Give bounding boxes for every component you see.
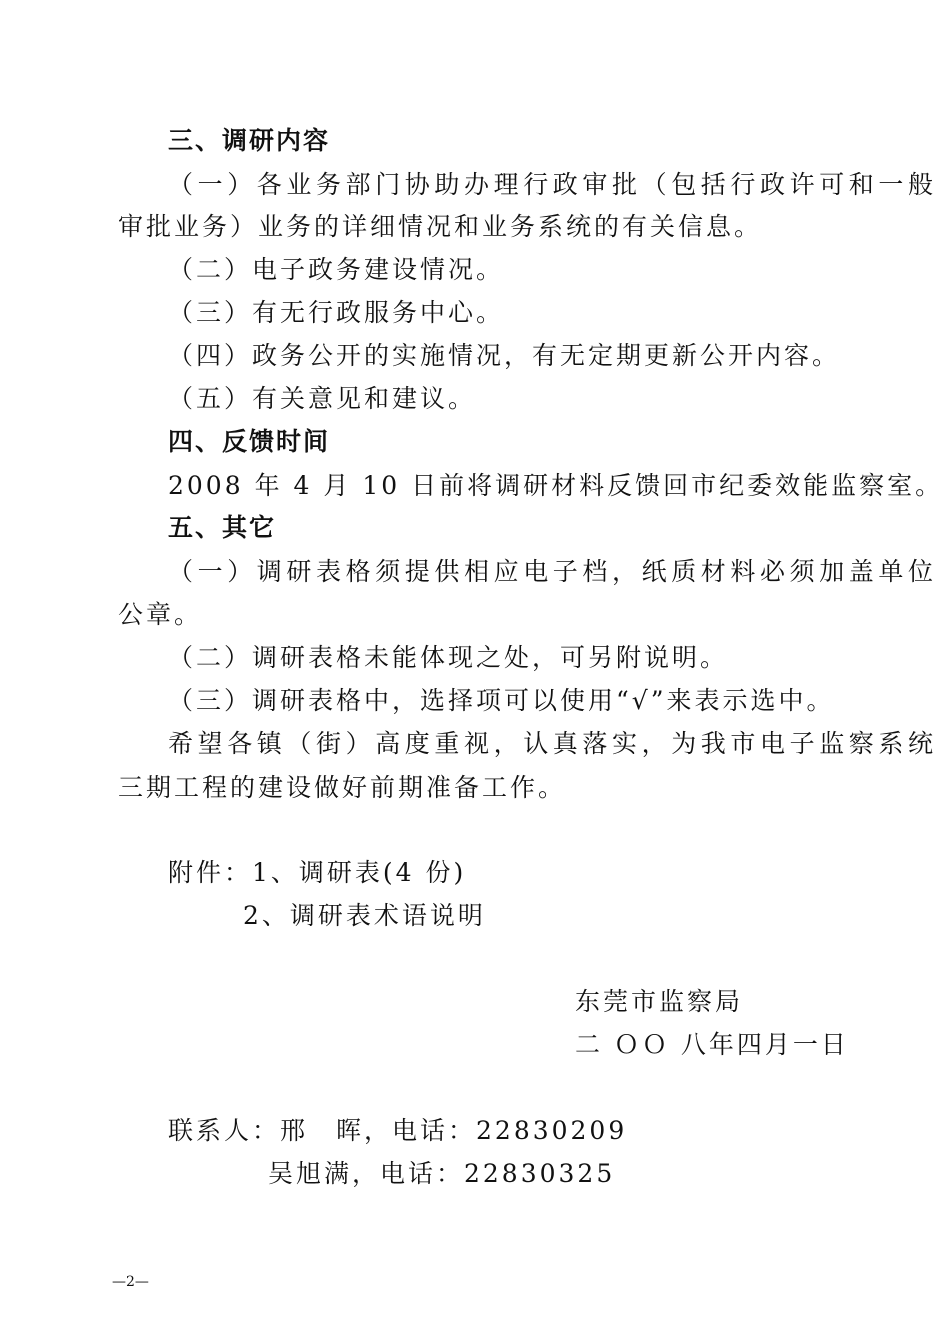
section3-item1-line1: （一）各业务部门协助办理行政审批（包括行政许可和一般 [168, 170, 938, 199]
contact-line1: 联系人：邢 晖，电话：22830209 [168, 1116, 628, 1145]
contact-line2: 吴旭满，电话：22830325 [268, 1159, 616, 1188]
section5-item1-line1: （一）调研表格须提供相应电子档，纸质材料必须加盖单位 [168, 557, 938, 586]
signature-org: 东莞市监察局 [575, 987, 744, 1016]
section3-item1-line2: 审批业务）业务的详细情况和业务系统的有关信息。 [118, 212, 763, 241]
attachments-line2: 2、调研表术语说明 [243, 901, 486, 930]
section5-heading: 五、其它 [168, 513, 277, 542]
signature-date: 二 ＯＯ 八年四月一日 [575, 1030, 849, 1059]
section4-text: 2008 年 4 月 10 日前将调研材料反馈回市纪委效能监察室。 [168, 471, 944, 500]
attachments-line1: 附件：1、调研表(4 份) [168, 858, 467, 887]
page-number: —2— [112, 1274, 149, 1290]
section5-closing-line1: 希望各镇（街）高度重视，认真落实，为我市电子监察系统 [168, 729, 938, 758]
section3-item5: （五）有关意见和建议。 [168, 384, 477, 413]
section3-heading: 三、调研内容 [168, 126, 331, 155]
section3-item2: （二）电子政务建设情况。 [168, 255, 505, 284]
section3-item3: （三）有无行政服务中心。 [168, 298, 505, 327]
section5-closing-line2: 三期工程的建设做好前期准备工作。 [118, 773, 567, 802]
section5-item3: （三）调研表格中，选择项可以使用“√”来表示选中。 [168, 686, 835, 715]
section4-heading: 四、反馈时间 [168, 427, 331, 456]
section3-item4: （四）政务公开的实施情况，有无定期更新公开内容。 [168, 341, 841, 370]
section5-item1-line2: 公章。 [118, 600, 203, 629]
section5-item2: （二）调研表格未能体现之处，可另附说明。 [168, 643, 729, 672]
